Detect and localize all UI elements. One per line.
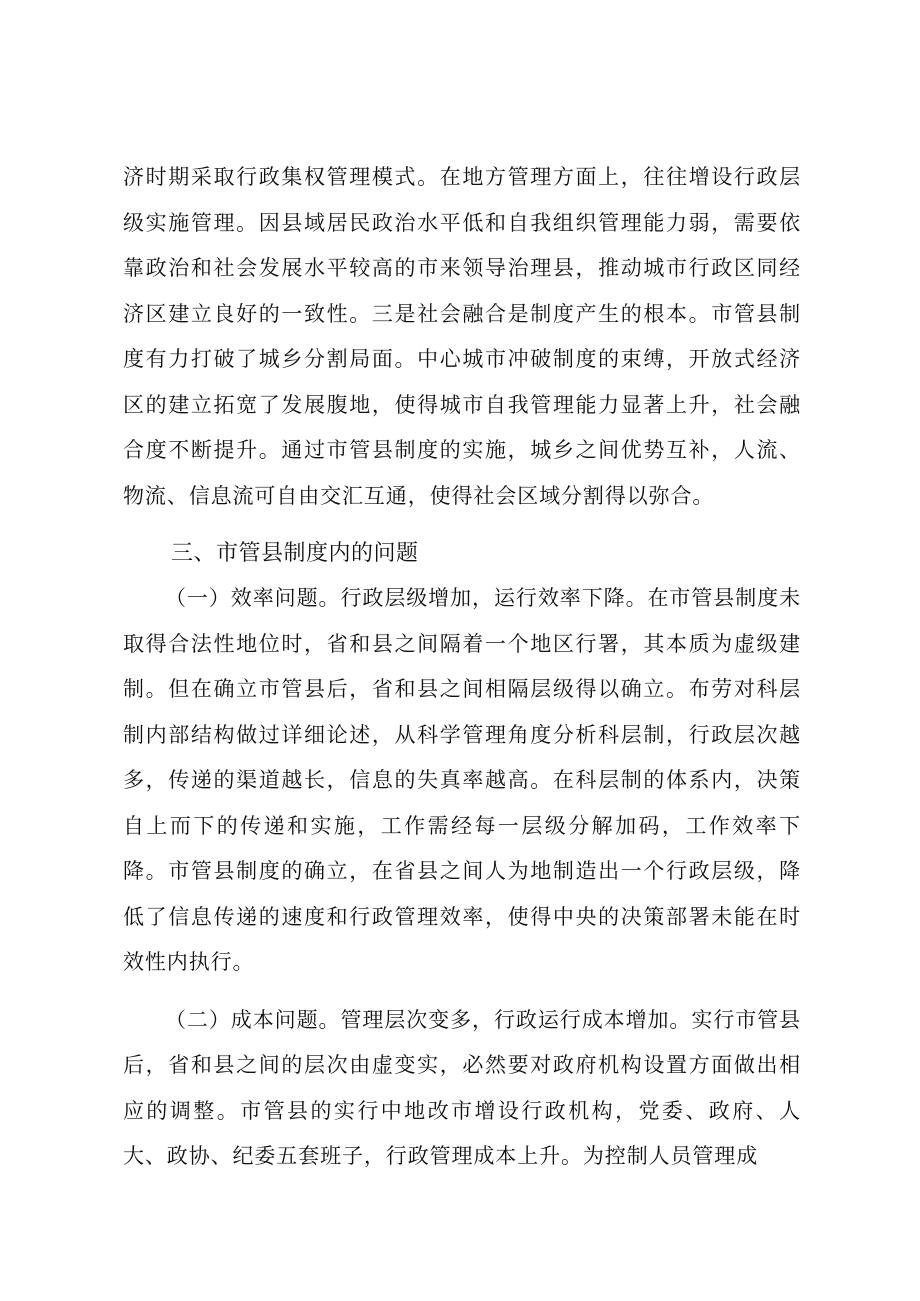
- section-heading: 三、市管县制度内的问题: [171, 541, 419, 566]
- document-body: [123, 155, 801, 1180]
- paragraph-spacer: [123, 519, 801, 531]
- body-paragraph-continuation: 济时期采取行政集权管理模式。在地方管理方面上，往往增设行政层级实施管理。因县域居民政治水平低和自我组织管理能力弱，需要依靠政治和社会发展水平较高的市来领导治理县，推动城市行政区同经济区建立良好的一致性。三是社会融合是制度产生的根本。市管县制度有力打破了城乡分割局面。中心城市冲破制度的束缚，开放式经济区的建立拓宽了发展腹地，使得城市自我管理能力显著上升，社会融合度不断提升。通过市管县制度的实施，城乡之间优势互补，人流、物流、信息流可自由交汇互通，使得社会区域分割得以弥合。: [123, 165, 801, 508]
- body-paragraph-efficiency: （一）效率问题。行政层级增加，运行效率下降。在市管县制度未取得合法性地位时，省和县之间隔着一个地区行署，其本质为虚级建制。但在确立市管县后，省和县之间相隔层级得以确立。布劳对科层制内部结构做过详细论述，从科学管理角度分析科层制，行政层次越多，传递的渠道越长，信息的失真率越高。在科层制的体系内，决策自上而下的传递和实施，工作需经每一层级分解加码，工作效率下降。市管县制度的确立，在省县之间人为地制造出一个行政层级，降低了信息传递的速度和行政管理效率，使得中央的决策部署未能在时效性内执行。: [123, 586, 801, 974]
- body-paragraph-cost: （二）成本问题。管理层次变多，行政运行成本增加。实行市管县后，省和县之间的层次由虚变实，必然要对政府机构设置方面做出相应的调整。市管县的实行中地改市增设行政机构，党委、政府、人大、政协、纪委五套班子，行政管理成本上升。为控制人员管理成: [123, 1007, 801, 1168]
- paragraph-spacer: [123, 986, 801, 998]
